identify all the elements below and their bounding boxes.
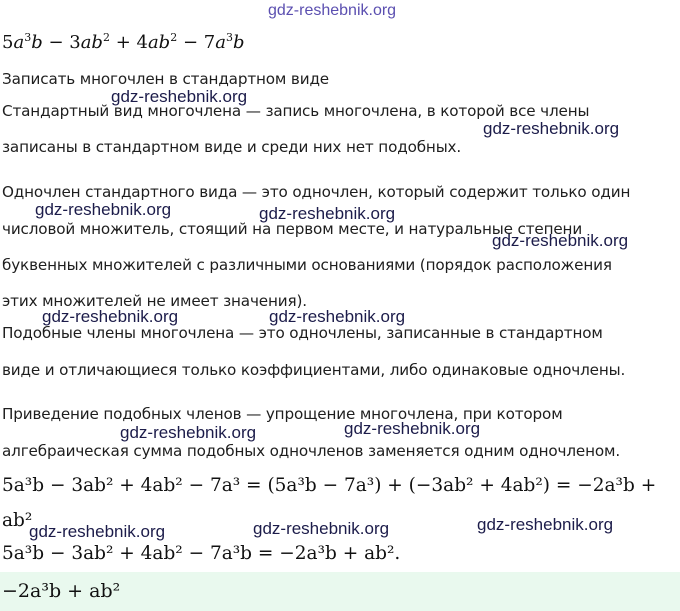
definition-monomial-line-3: буквенных множителей с различными основаниями (порядок расположения [2, 256, 612, 274]
watermark: gdz-reshebnik.org [492, 231, 629, 250]
watermark: gdz-reshebnik.org [483, 119, 620, 138]
watermark: gdz-reshebnik.org [253, 519, 390, 538]
watermark: gdz-reshebnik.org [42, 307, 179, 326]
definition-combining-line-1: Приведение подобных членов — упрощение многочлена, при котором [2, 405, 563, 423]
watermark: gdz-reshebnik.org [29, 522, 166, 541]
watermark: gdz-reshebnik.org [259, 204, 396, 223]
watermark: gdz-reshebnik.org [344, 419, 481, 438]
watermark: gdz-reshebnik.org [35, 200, 172, 219]
task-instruction: Записать многочлен в стандартном виде [2, 70, 329, 88]
definition-like-terms-line-1: Подобные члены многочлена — это одночлены, записанные в стандартном [2, 324, 603, 342]
definition-like-terms-line-2: виде и отличающиеся только коэффициентами, либо одинаковые одночлены. [2, 361, 626, 379]
watermark: gdz-reshebnik.org [477, 515, 614, 534]
watermark: gdz-reshebnik.org [111, 87, 248, 106]
definition-standard-form-line-2: записаны в стандартном виде и среди них нет подобных. [2, 138, 462, 156]
answer: −2a³b + ab² [2, 580, 121, 602]
definition-monomial-line-2: числовой множитель, стоящий на первом месте, и натуральные степени [2, 220, 583, 238]
definition-monomial-line-1: Одночлен стандартного вида — это одночлен, который содержит только один [2, 183, 631, 201]
task-expression: $5a^3b - 3ab^2 + 4ab^2 - 7a^3b$ [2, 31, 245, 53]
definition-standard-form-line-1: Стандартный вид многочлена — запись многочлена, в которой все члены [2, 102, 590, 120]
watermark: gdz-reshebnik.org [269, 307, 406, 326]
definition-monomial-line-4: этих множителей не имеет значения). [2, 292, 307, 310]
solution-line-1: 5a³b − 3ab² + 4ab² − 7a³ = (5a³b − 7a³) + (−3ab² + 4ab²) = −2a³b + [2, 475, 657, 496]
watermark: gdz-reshebnik.org [120, 423, 257, 442]
definition-combining-line-2: алгебраическая сумма подобных одночленов заменяется одним одночленом. [2, 442, 621, 460]
solution-line-1-wrap: ab² [2, 510, 33, 531]
solution-line-2: 5a³b − 3ab² + 4ab² − 7a³b = −2a³b + ab². [2, 543, 401, 564]
watermark-top: gdz-reshebnik.org [268, 2, 397, 19]
